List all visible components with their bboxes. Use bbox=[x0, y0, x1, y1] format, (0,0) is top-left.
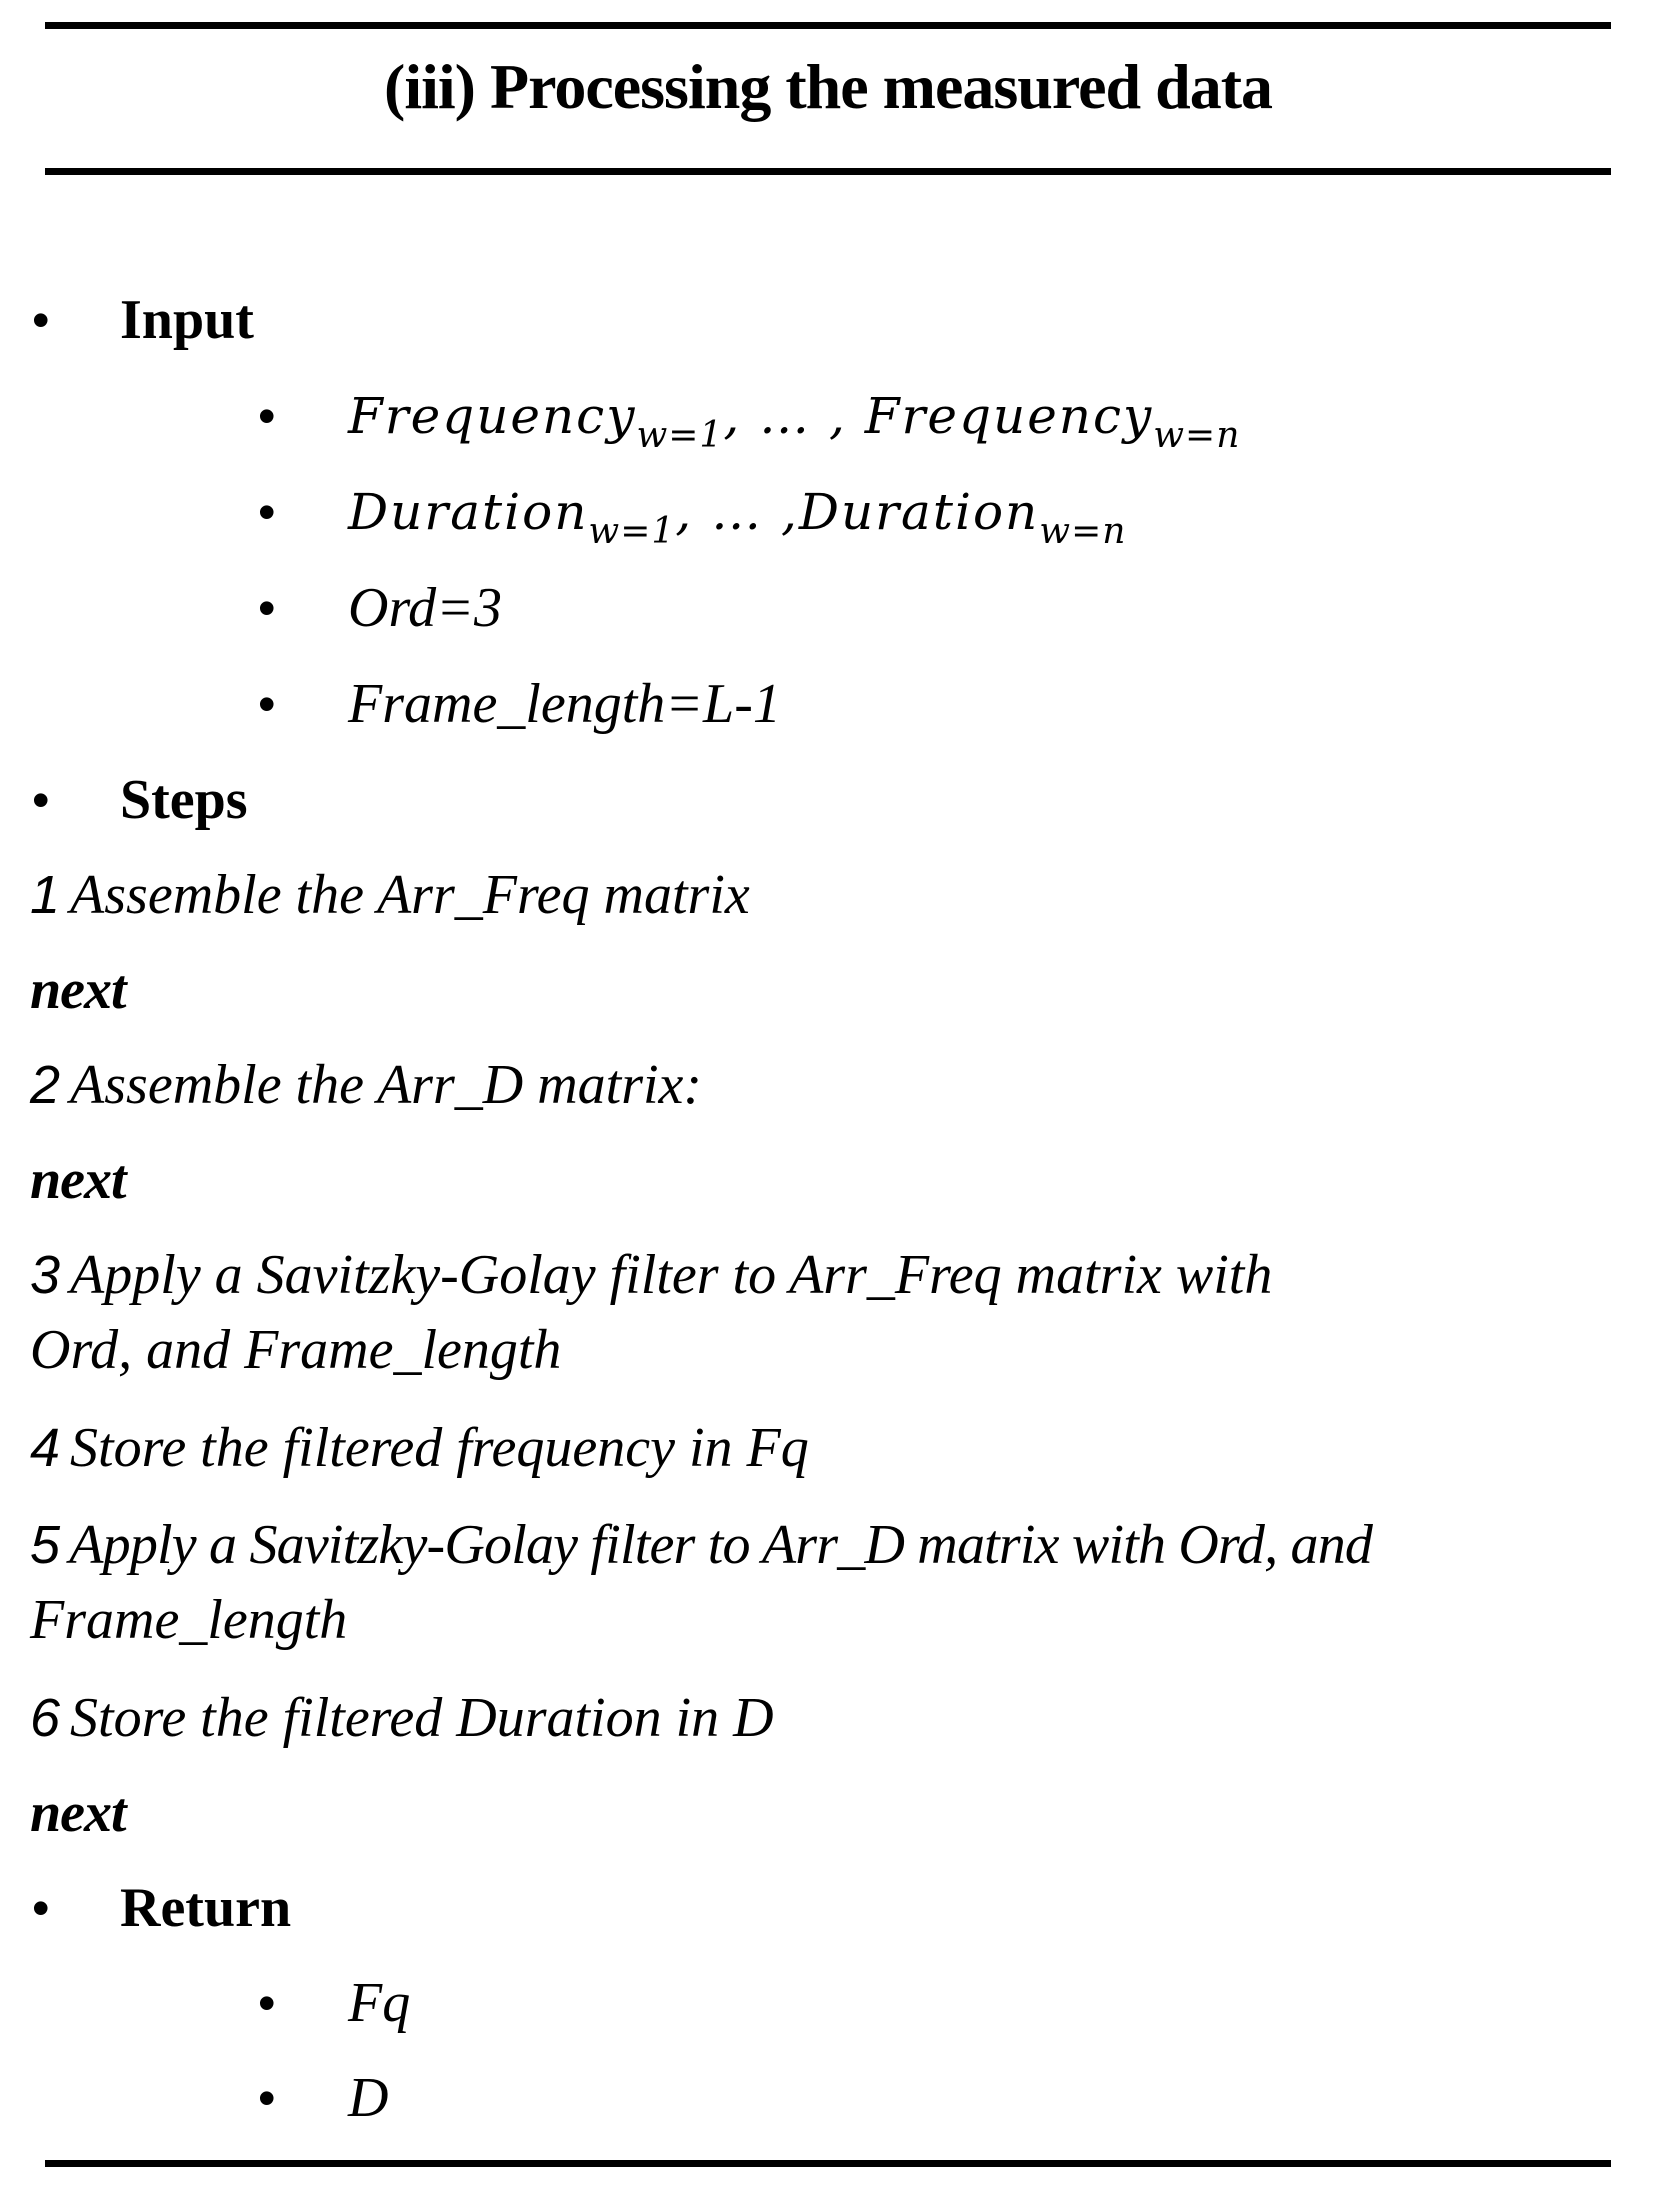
bullet-icon: • bbox=[258, 484, 276, 540]
steps-heading: Steps bbox=[120, 769, 248, 831]
step-6: 6 Store the filtered Duration in D bbox=[30, 1687, 774, 1749]
bullet-icon: • bbox=[258, 580, 276, 636]
step-4: 4 Store the filtered frequency in Fq bbox=[30, 1417, 809, 1479]
bullet-icon: • bbox=[258, 1975, 276, 2031]
step-2: 2 Assemble the Arr_D matrix: bbox=[30, 1054, 703, 1116]
next-keyword: next bbox=[30, 1149, 126, 1211]
return-heading: Return bbox=[120, 1877, 292, 1939]
step-5: 5 Apply a Savitzky-Golay filter to Arr_D matrix with Ord, and bbox=[30, 1514, 1373, 1576]
step-5-continuation: Frame_length bbox=[30, 1589, 348, 1651]
return-item-fq: Fq bbox=[348, 1972, 411, 2034]
bullet-icon: • bbox=[258, 2070, 276, 2126]
top-rule bbox=[45, 22, 1611, 29]
next-keyword: next bbox=[30, 959, 126, 1021]
bullet-icon: • bbox=[32, 1880, 50, 1936]
bottom-rule bbox=[45, 2160, 1611, 2167]
bullet-icon: • bbox=[258, 388, 276, 444]
step-3-continuation: Ord, and Frame_length bbox=[30, 1319, 562, 1381]
next-keyword: next bbox=[30, 1782, 126, 1844]
step-3: 3 Apply a Savitzky-Golay filter to Arr_Freq matrix with bbox=[30, 1244, 1273, 1306]
input-item-ord: Ord=3 bbox=[348, 577, 502, 639]
input-item-frequency: Frequency$_{w=1}$, … , Frequency$_{w=n}$ bbox=[348, 387, 1241, 456]
algorithm-title: (iii) Processing the measured data bbox=[384, 51, 1272, 122]
title-rule bbox=[45, 168, 1611, 175]
bullet-icon: • bbox=[258, 676, 276, 732]
return-item-d: D bbox=[348, 2067, 389, 2129]
input-item-frame-length: Frame_length=L-1 bbox=[348, 673, 781, 735]
step-1: 1 Assemble the Arr_Freq matrix bbox=[30, 864, 750, 926]
bullet-icon: • bbox=[32, 772, 50, 828]
bullet-icon: • bbox=[32, 292, 50, 348]
input-item-duration: Duration$_{w=1}$, … ,Duration$_{w=n}$ bbox=[348, 483, 1127, 552]
input-heading: Input bbox=[120, 289, 254, 351]
